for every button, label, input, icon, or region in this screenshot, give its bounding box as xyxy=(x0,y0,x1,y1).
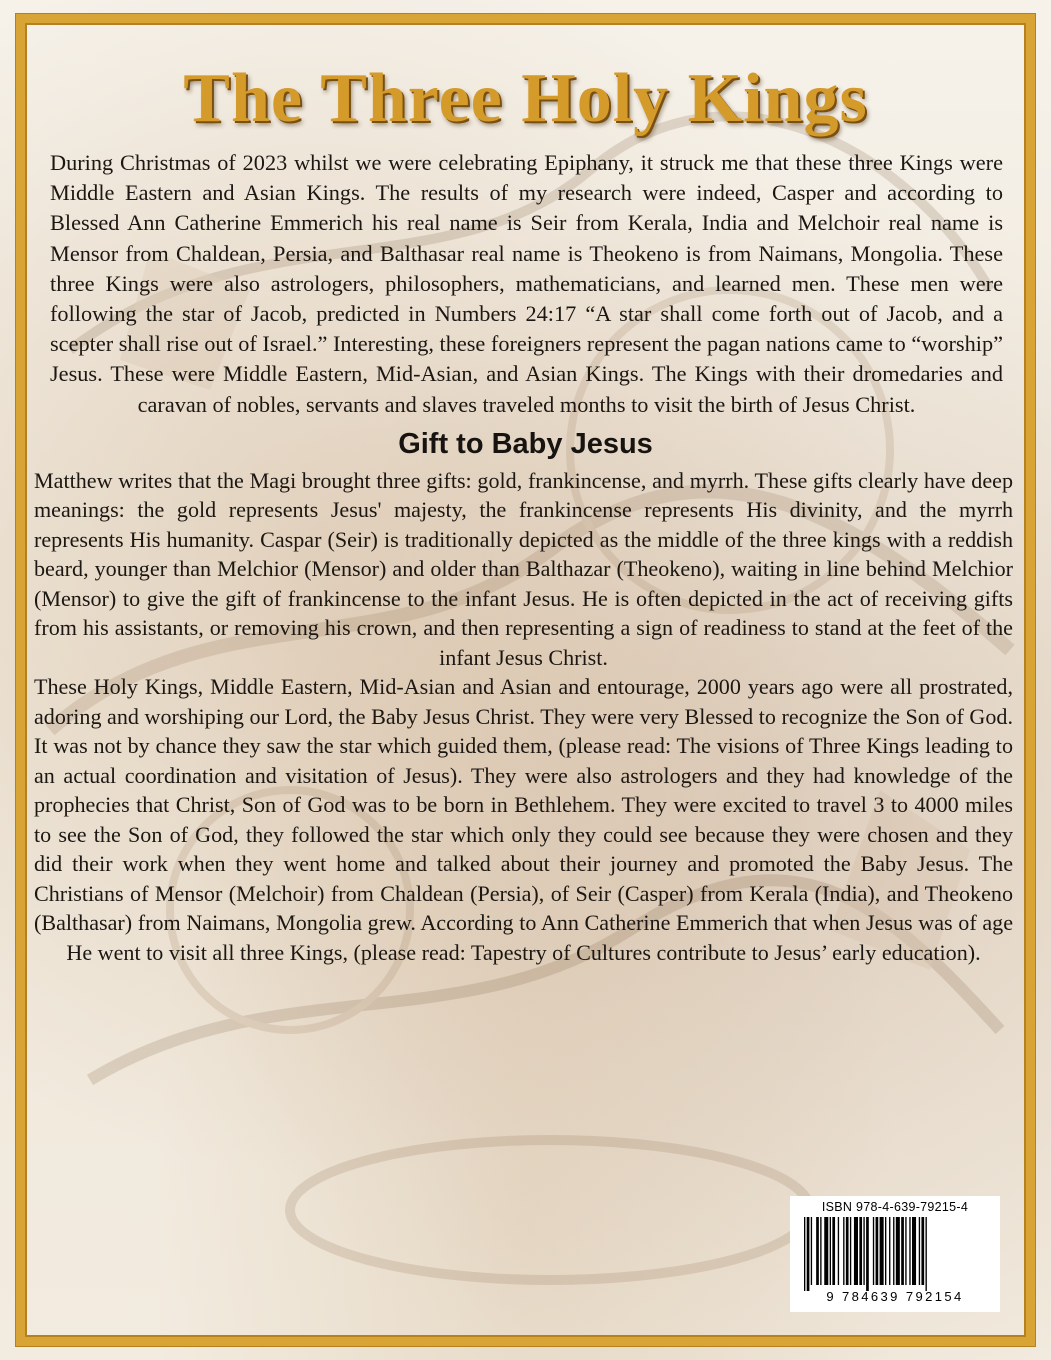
barcode-bar xyxy=(854,1217,858,1285)
barcode-bar xyxy=(889,1217,890,1285)
barcode-bar xyxy=(850,1217,851,1285)
section-heading: Gift to Baby Jesus xyxy=(398,427,653,460)
barcode-bar xyxy=(919,1217,920,1285)
barcode-bar xyxy=(863,1217,864,1285)
barcode-bar xyxy=(912,1217,916,1285)
barcode-bar xyxy=(905,1217,906,1285)
barcode-bar xyxy=(921,1217,924,1285)
barcode-bar xyxy=(873,1217,874,1285)
barcode-digits: 9 784639 792154 xyxy=(826,1289,964,1304)
page-title: The Three Holy Kings xyxy=(183,60,868,137)
barcode-bar xyxy=(901,1217,904,1285)
barcode-bar xyxy=(807,1217,810,1291)
barcode-bar xyxy=(830,1217,831,1285)
barcode-bar xyxy=(926,1217,927,1291)
barcode-bar xyxy=(876,1217,879,1285)
barcode-bar xyxy=(838,1217,839,1285)
final-paragraph: These Holy Kings, Middle Eastern, Mid-Asian and Asian and entourage, 2000 years ago were all prostrated, adoring and worshiping our Lord, the Baby Jesus Christ. They were very Blessed to recognize the Son of God. It was not by chance they saw the star which guided them, (please read: The visions of Three Kings leading to an actual coordination and visitation of Jesus). They were also astrologers and they had knowledge of the prophecies that Christ, Son of God was to be born in Bethlehem. They were excited to travel 3 to 4000 miles to see the Son of God, they followed the star which only they could see because they were chosen and they did their work when they went home and talked about their journey and promoted the Baby Jesus. The Christians of Mensor (Melchoir) from Chaldean (Persia), of Seir (Casper) from Kerala (India), and Theokeno (Balthasar) from Naimans, Mongolia grew. According to Ann Catherine Emmerich that when Jesus was of age He went to visit all three Kings, (please read: Tapestry of Cultures contribute to Jesus’ early education). xyxy=(34,674,1013,965)
barcode-bar xyxy=(909,1217,910,1285)
barcode-bar xyxy=(859,1217,862,1285)
intro-paragraph: During Christmas of 2023 whilst we were celebrating Epiphany, it struck me that these three Kings were Middle Eastern and Asian Kings. The results of my research were indeed, Casper and according to Blessed Ann Catherine Emmerich his real name is Seir from Kerala, India and Melchoir real name is Mensor from Chaldean, Persia, and Balthasar real name is Theokeno is from Naimans, Mongolia. These three Kings were also astrologers, philosophers, mathematicians, and learned men. These men were following the star of Jacob, predicted in Numbers 24:17 “A star shall come forth out of Jacob, and a scepter shall rise out of Israel.” Interesting, these foreigners represent the pagan nations came to “worship” Jesus. These were Middle Eastern, Mid-Asian, and Asian Kings. The Kings with their dromedaries and caravan of nobles, servants and slaves traveled months to visit the birth of Jesus Christ. xyxy=(50,150,1003,417)
barcode-bar xyxy=(843,1217,844,1285)
barcode-bar xyxy=(896,1217,900,1285)
barcode-bar xyxy=(820,1217,821,1285)
gift-paragraph: Matthew writes that the Magi brought three gifts: gold, frankincense, and myrrh. These gifts clearly have deep meanings: the gold represents Jesus' majesty, the frankincense represents His divinity, and the myrrh represents His humanity. Caspar (Seir) is traditionally depicted as the middle of the three kings with a reddish beard, younger than Melchior (Mensor) and older than Balthazar (Theokeno), waiting in line behind Melchior (Mensor) to give the gift of frankincense to the infant Jesus. He is often depicted in the act of receiving gifts from his assistants, or removing his crown, and then representing a sign of readiness to stand at the feet of the infant Jesus Christ. xyxy=(34,467,1013,670)
barcode-bars xyxy=(800,1217,990,1291)
barcode-bar xyxy=(866,1217,869,1291)
barcode-bar xyxy=(885,1217,886,1285)
isbn-label: ISBN 978-4-639-79215-4 xyxy=(821,1200,969,1214)
barcode-bar xyxy=(880,1217,884,1285)
barcode-bar xyxy=(893,1217,894,1285)
barcode-bar xyxy=(804,1217,805,1291)
barcode-bar xyxy=(846,1217,849,1285)
isbn-barcode xyxy=(790,1196,1000,1312)
barcode-bar xyxy=(811,1217,812,1285)
barcode-bar xyxy=(824,1217,828,1285)
barcode-bar xyxy=(816,1217,819,1285)
barcode-bar xyxy=(832,1217,835,1285)
cover-text-block xyxy=(34,58,1017,967)
